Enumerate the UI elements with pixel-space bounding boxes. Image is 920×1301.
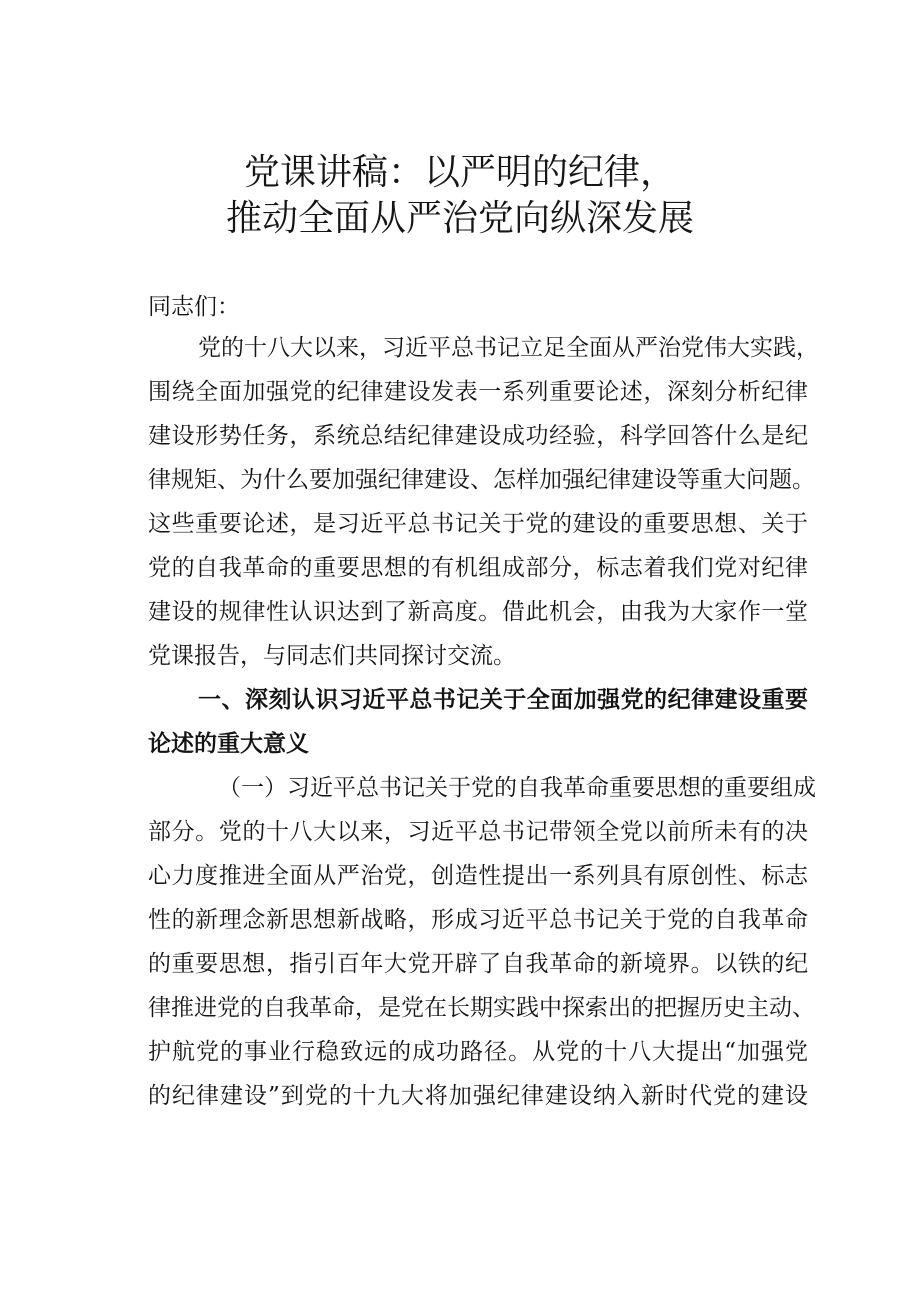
paragraph-2-line: 的纪律建设”到党的十九大将加强纪律建设纳入新时代党的建设	[148, 1083, 808, 1109]
paragraph-2-line: 性的新理念新思想新战略，形成习近平总书记关于党的自我革命	[148, 907, 808, 933]
document-title-line-1: 党课讲稿：以严明的纪律，	[243, 152, 676, 193]
paragraph-1-line: 这些重要论述，是习近平总书记关于党的建设的重要思想、关于	[148, 511, 808, 537]
paragraph-1-line: 围绕全面加强党的纪律建设发表一系列重要论述，深刻分析纪律	[148, 379, 808, 405]
paragraph-1-line: 党课报告，与同志们共同探讨交流。	[148, 643, 516, 669]
paragraph-2-line: 部分。党的十八大以来，习近平总书记带领全党以前所未有的决	[148, 819, 808, 845]
salutation: 同志们：	[148, 294, 240, 320]
paragraph-2-line: （一）习近平总书记关于党的自我革命重要思想的重要组成	[218, 775, 816, 801]
section-heading-line: 论述的重大意义	[148, 731, 309, 757]
paragraph-1-line: 建设形势任务，系统总结纪律建设成功经验，科学回答什么是纪	[148, 423, 808, 449]
paragraph-1-line: 建设的规律性认识达到了新高度。借此机会，由我为大家作一堂	[148, 599, 808, 625]
paragraph-2-line: 律推进党的自我革命，是党在长期实践中探索出的把握历史主动、	[148, 995, 815, 1021]
document-title-line-2: 推动全面从严治党向纵深发展	[225, 198, 694, 239]
paragraph-1-line: 党的自我革命的重要思想的有机组成部分，标志着我们党对纪律	[148, 555, 808, 581]
section-heading-line: 一、深刻认识习近平总书记关于全面加强党的纪律建设重要	[198, 687, 808, 713]
paragraph-1-line: 律规矩、为什么要加强纪律建设、怎样加强纪律建设等重大问题。	[148, 467, 815, 493]
paragraph-2-line: 心力度推进全面从严治党，创造性提出一系列具有原创性、标志	[148, 863, 808, 889]
paragraph-2-line: 护航党的事业行稳致远的成功路径。从党的十八大提出“加强党	[148, 1039, 808, 1065]
paragraph-1-line: 党的十八大以来，习近平总书记立足全面从严治党伟大实践，	[198, 335, 819, 361]
paragraph-2-line: 的重要思想，指引百年大党开辟了自我革命的新境界。以铁的纪	[148, 951, 808, 977]
